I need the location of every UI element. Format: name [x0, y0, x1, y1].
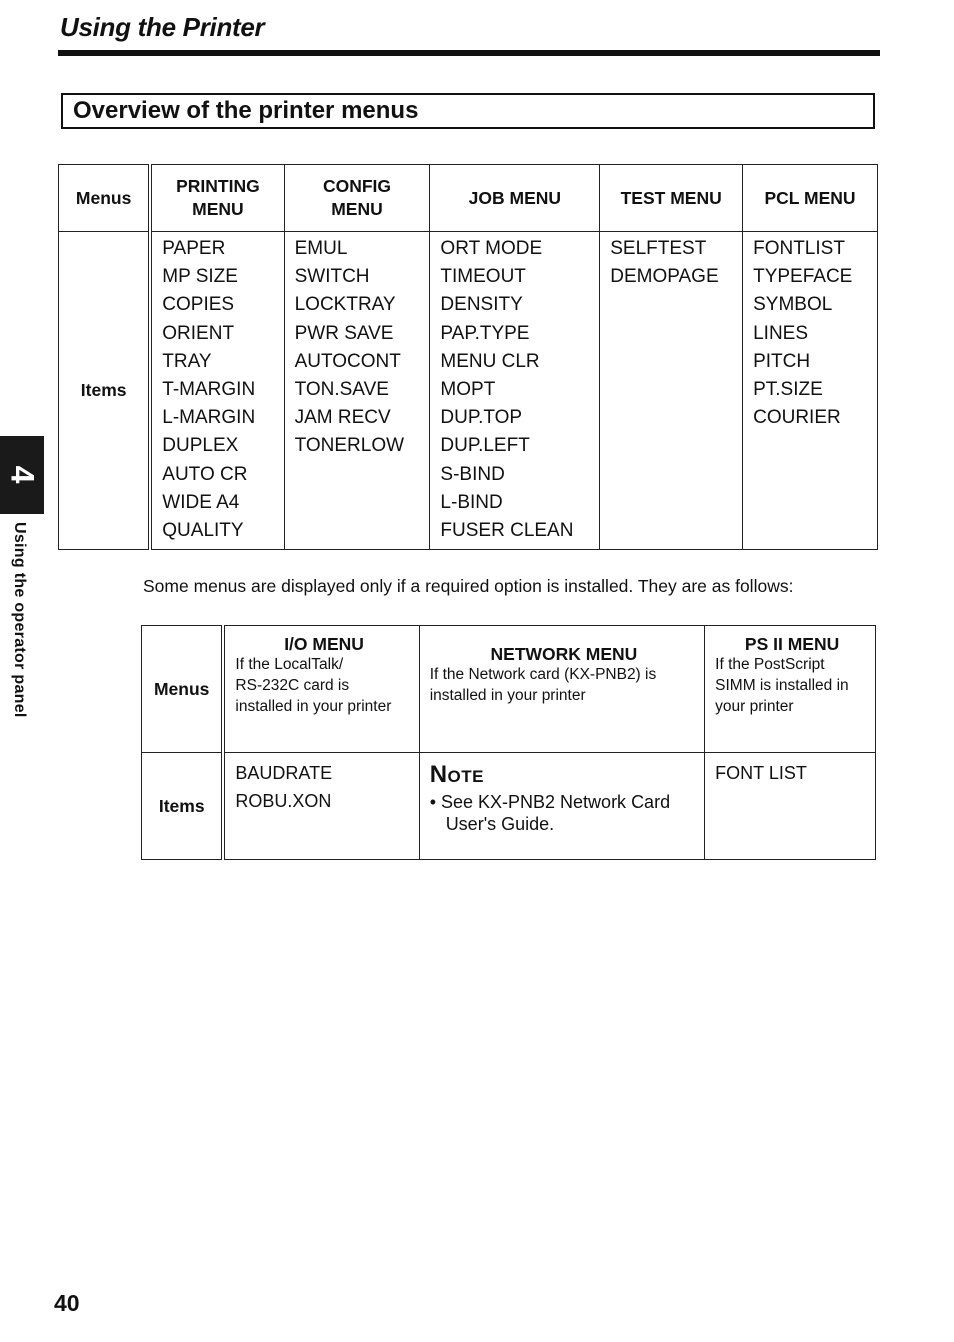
- menu-item: S-BIND: [440, 463, 505, 485]
- menu-item: FONT LIST: [715, 763, 807, 783]
- network-note-cell: [419, 753, 704, 860]
- menu-item: L-BIND: [440, 491, 503, 513]
- ps-menu-cell: [705, 626, 876, 753]
- test-menu-header: [600, 165, 743, 232]
- ps-menu-items: [705, 753, 876, 860]
- running-header: Using the Printer: [60, 12, 265, 42]
- menu-item: ORIENT: [162, 322, 235, 344]
- pcl-menu-header: [743, 165, 878, 232]
- printing-menu-items: [150, 232, 284, 550]
- config-menu-items: [284, 232, 430, 550]
- items-row-label: Items: [142, 753, 224, 860]
- items-row-label: Items: [59, 232, 151, 550]
- io-menu-desc-line: If the LocalTalk/: [235, 656, 344, 673]
- header-line: CONFIG: [322, 176, 392, 196]
- menu-item: MENU CLR: [440, 350, 540, 372]
- io-menu-desc-line: installed in your printer: [235, 698, 392, 715]
- optional-menus-intro: Some menus are displayed only if a required option is installed. They are as follows:: [143, 576, 794, 596]
- menu-item: COURIER: [753, 407, 841, 429]
- menu-item: EMUL: [294, 238, 348, 259]
- menu-item: FUSER CLEAN: [440, 520, 574, 542]
- ps-menu-desc-line: If the PostScript: [715, 656, 825, 673]
- menu-item: AUTOCONT: [294, 350, 401, 372]
- menu-item: SELFTEST: [610, 238, 707, 259]
- ps-menu-desc-line: SIMM is installed in: [715, 677, 849, 694]
- menu-item: MOPT: [440, 379, 496, 401]
- menu-item: TONERLOW: [294, 435, 405, 457]
- optional-menus-header-row: [142, 626, 876, 753]
- header-line: PRINTING: [176, 176, 260, 196]
- chapter-label: Using the operator panel: [11, 522, 28, 718]
- network-menu-desc-line: If the Network card (KX-PNB2) is: [429, 666, 657, 683]
- menu-item: PAPER: [162, 238, 226, 259]
- menu-item: PAP.TYPE: [440, 322, 530, 344]
- menus-header-row: [59, 165, 878, 232]
- io-menu-header: I/O MENU: [284, 634, 364, 654]
- ps-menu-desc-line: your printer: [715, 698, 794, 715]
- menu-item: DENSITY: [440, 294, 523, 316]
- header-line: MENU: [331, 199, 383, 219]
- menu-item: BAUDRATE: [235, 763, 333, 783]
- menu-item: SWITCH: [294, 266, 370, 288]
- items-row: [59, 232, 878, 550]
- menu-item: T-MARGIN: [162, 379, 256, 401]
- network-menu-header: NETWORK MENU: [490, 644, 638, 664]
- section-title-box: [61, 93, 875, 129]
- pcl-menu-items: [743, 232, 878, 550]
- note-heading-rest: OTE: [447, 767, 484, 786]
- io-menu-cell: [223, 626, 419, 753]
- menu-item: TRAY: [162, 350, 212, 372]
- io-menu-items: [223, 753, 419, 860]
- menu-item: AUTO CR: [162, 463, 248, 485]
- menu-item: QUALITY: [162, 520, 244, 542]
- test-menu-items: [600, 232, 743, 550]
- chapter-number: 4: [4, 465, 41, 484]
- ps-menu-header: PS II MENU: [744, 634, 840, 654]
- config-menu-header: [284, 165, 430, 232]
- network-menu-desc-line: installed in your printer: [429, 687, 586, 704]
- menu-item: JAM RECV: [294, 407, 391, 429]
- optional-items-row: [142, 753, 876, 860]
- header-rule: [58, 50, 880, 56]
- job-menu-header: [430, 165, 600, 232]
- header-line: PCL MENU: [764, 187, 856, 208]
- note-heading: [430, 761, 698, 791]
- menu-item: FONTLIST: [753, 238, 845, 259]
- menu-item: LINES: [753, 322, 809, 344]
- menu-item: PWR SAVE: [294, 322, 394, 344]
- chapter-tab: [0, 436, 44, 514]
- menus-row-label: Menus: [59, 165, 151, 232]
- menu-item: TYPEFACE: [753, 266, 853, 288]
- optional-menus-table: [141, 625, 876, 860]
- menu-item: TIMEOUT: [440, 266, 526, 288]
- page-number: 40: [54, 1290, 80, 1316]
- menu-item: COPIES: [162, 294, 235, 316]
- menu-item: DUP.LEFT: [440, 435, 530, 457]
- job-menu-items: [430, 232, 600, 550]
- menus-row-label: Menus: [142, 626, 224, 753]
- menu-item: PT.SIZE: [753, 379, 823, 401]
- menu-item: LOCKTRAY: [294, 294, 396, 316]
- printer-menus-table: [58, 164, 878, 550]
- note-text-line: • See KX-PNB2 Network Card: [429, 792, 671, 812]
- menu-item: L-MARGIN: [162, 407, 256, 429]
- note-heading-initial: N: [429, 761, 448, 788]
- header-line: MENU: [192, 199, 244, 219]
- menu-item: PITCH: [753, 350, 811, 372]
- menu-item: MP SIZE: [162, 266, 238, 288]
- io-menu-desc-line: RS-232C card is: [235, 677, 350, 694]
- menu-item: DUPLEX: [162, 435, 239, 457]
- menu-item: DUP.TOP: [440, 407, 523, 429]
- menu-item: DEMOPAGE: [610, 266, 719, 288]
- note-text-line: User's Guide.: [445, 814, 555, 834]
- menu-item: SYMBOL: [753, 294, 833, 316]
- header-line: JOB MENU: [468, 187, 562, 208]
- menu-item: ROBU.XON: [235, 791, 332, 811]
- menu-item: WIDE A4: [162, 491, 240, 513]
- menu-item: TON.SAVE: [294, 379, 389, 401]
- header-line: TEST MENU: [620, 187, 722, 208]
- section-title: Overview of the printer menus: [73, 97, 419, 124]
- menu-item: ORT MODE: [440, 238, 543, 259]
- printing-menu-header: [150, 165, 284, 232]
- network-menu-cell: [419, 626, 704, 753]
